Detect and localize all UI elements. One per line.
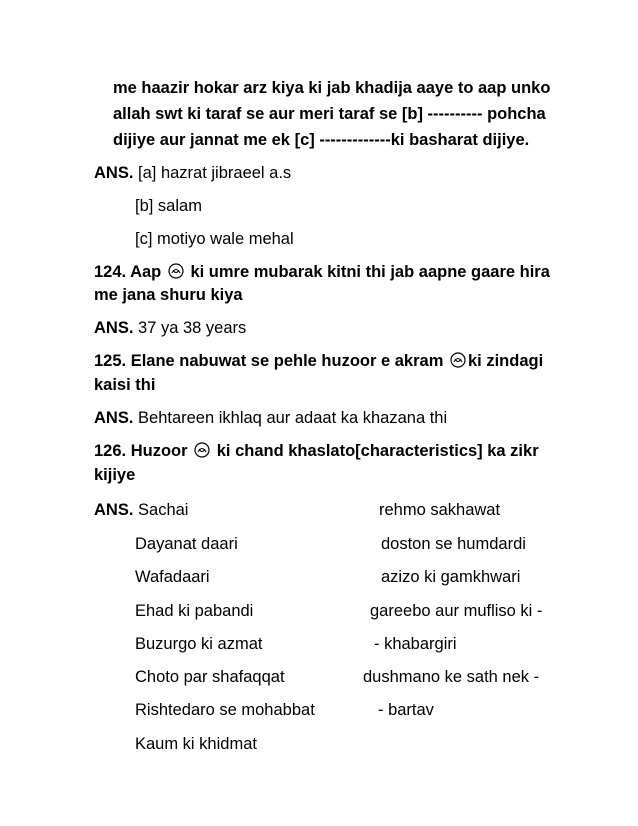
question-126-line-1: [94, 440, 539, 462]
ans-label: ANS.: [94, 164, 134, 182]
answer-125: Behtareen ikhlaq aur adaat ka khazana thi: [138, 409, 448, 427]
question-125-part2: ki zindagi: [467, 352, 544, 370]
answer-123-b: [b] salam: [135, 197, 202, 215]
trait-left: Wafadaari: [135, 568, 210, 586]
trait-left: Choto par shafaqqat: [135, 668, 285, 686]
salawat-glyph-icon: [168, 263, 184, 279]
answer-123-c: [c] motiyo wale mehal: [135, 230, 294, 248]
question-124-line-2: me jana shuru kiya: [94, 286, 243, 304]
salawat-glyph-icon: [194, 442, 210, 458]
trait-left: Rishtedaro se mohabbat: [135, 701, 315, 719]
trait-left: Ehad ki pabandi: [135, 602, 254, 620]
trait-right: - khabargiri: [374, 635, 457, 653]
answer-124: 37 ya 38 years: [138, 319, 247, 337]
answer-124-line: [94, 317, 246, 339]
trait-left: Sachai: [138, 501, 189, 519]
question-124-part1: 124. Aap: [94, 263, 162, 281]
question-125-line-1: [94, 350, 543, 372]
answer-123-a: [a] hazrat jibraeel a.s: [138, 164, 292, 182]
trait-right: - bartav: [378, 701, 434, 719]
trait-left: Buzurgo ki azmat: [135, 635, 263, 653]
trait-right: dushmano ke sath nek -: [363, 668, 540, 686]
intro-line-3: dijiye aur jannat me ek [c] -------------ki basharat dijiye.: [113, 131, 530, 149]
question-125-line-2: kaisi thi: [94, 376, 156, 394]
trait-right: gareebo aur mufliso ki -: [370, 602, 543, 620]
answer-125-line: [94, 407, 447, 429]
intro-line-1: me haazir hokar arz kiya ki jab khadija aaye to aap unko: [113, 79, 551, 97]
question-126-part1: 126. Huzoor: [94, 442, 188, 460]
ans-label: ANS.: [94, 319, 134, 337]
trait-right: azizo ki gamkhwari: [381, 568, 521, 586]
question-124-part2: ki umre mubarak kitni thi jab aapne gaare hira: [190, 263, 550, 281]
ans-label: ANS.: [94, 501, 134, 519]
traits-row-1: [94, 499, 188, 521]
trait-left: Kaum ki khidmat: [135, 735, 257, 753]
ans-label: ANS.: [94, 409, 134, 427]
question-125-part1: 125. Elane nabuwat se pehle huzoor e akram: [94, 352, 444, 370]
question-124-line-1: [94, 261, 550, 283]
question-126-line-2: kijiye: [94, 466, 136, 484]
intro-line-2: allah swt ki taraf se aur meri taraf se [b] ---------- pohcha: [113, 105, 546, 123]
salawat-glyph-icon: [450, 352, 466, 368]
trait-left: Dayanat daari: [135, 535, 238, 553]
trait-right: rehmo sakhawat: [379, 501, 501, 519]
answer-123-line-a: [94, 162, 291, 184]
question-126-part2: ki chand khaslato[characteristics] ka zikr: [216, 442, 539, 460]
trait-right: doston se humdardi: [381, 535, 526, 553]
